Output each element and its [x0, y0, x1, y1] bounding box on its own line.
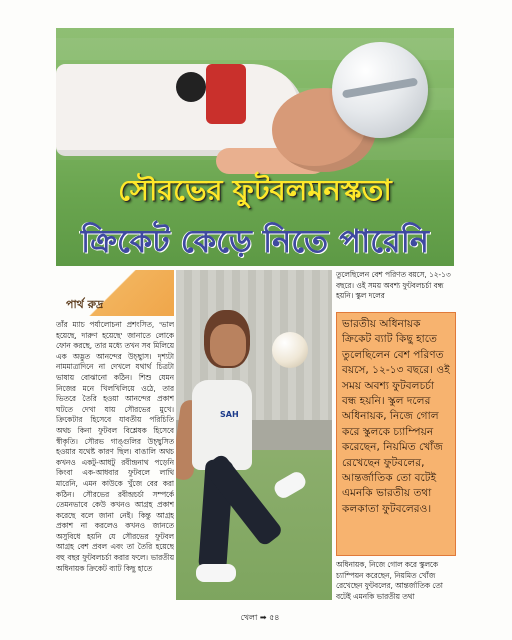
player-photo — [176, 270, 332, 600]
body-column-right-top: তুলেছিলেন বেশ পরিণত বয়সে, ১২-১৩ বছরে। ওই সময় অবশ্য ফুটবলচর্চা বন্ধ হয়নি। স্কুল দলের — [336, 270, 451, 301]
page-folio: খেলা ➡ ৫৪ — [240, 613, 280, 622]
pull-quote-text: ভারতীয় অধিনায়ক ক্রিকেট ব্যাট কিছু হাতে তুলেছিলেন বেশ পরিণত বয়সে, ১২-১৩ বছরে। ওই সময় অবশ্য ফুটবলচর্চা বন্ধ হয়নি। স্কুল দলের অধিনায়ক, নিজে গোল করে স্কুলকে চ্যাম্পিয়ন করেছেন, নিয়মিত খোঁজ রেখেছেন ফুটবলের, আন্তর্জাতিক তো বটেই এমনকি ভারতীয় তথা কলকাতা ফুটবলেরও। — [342, 318, 450, 515]
ball-seam — [342, 77, 418, 98]
headline-line1: সৌরভের ফুটবলমনস্কতা — [118, 173, 392, 207]
shirt-logo — [176, 72, 206, 102]
body-column-right-bottom: অধিনায়ক, নিজে গোল করে স্কুলকে চ্যাম্পিয়ন করেছেন, নিয়মিত খোঁজ রেখেছেন ফুটবলের, আন্তর্জাতিক তো বটেই এমনকি ভারতীয় তথা — [336, 560, 443, 601]
author-name: পার্থ রুদ্র — [66, 298, 104, 311]
player-shoe — [272, 469, 309, 501]
football — [332, 42, 428, 138]
pull-quote-box — [336, 312, 456, 556]
headline-line2: ক্রিকেট কেড়ে নিতে পারেনি — [81, 222, 429, 260]
shirt-red-trim — [206, 64, 246, 124]
shirt-sponsor-text: SAH — [220, 410, 239, 419]
body-column-left: তাঁর ম্যাচ পর্যালোচনা প্রশংসিত, 'ভাল হয়েছে, দারুণ হয়েছে' জানাতে লোকে ফোন করছে, তার মধ্যে তখন সব মিলিয়ে এক অদ্ভুত আনন্দের উচ্ছ্বাস। দৃশ্যটা নামমাত্রাদিনে না দেখলে যথার্থ চিত্রটা ভাষায় বোঝানো কঠিন। শিশু যেমন নিজের মনে খিলখিলিয়ে ওঠে, তার ভিতরে তৈরি হওয়া আনন্দের প্রকাশ ঘটতে দেখা যায় সৌরভের মুখে। ক্রিকেটার হিসেবে যাবতীয় পরিচিতি অথচ কিনা ফুটবল বিশ্লেষক হিসেবে স্বীকৃতি। সৌরভ গাঙ্গুলির উচ্ছ্বসিত হওয়ার যথেষ্ট কারণ ছিল। বাঙালি অথচ কখনও একটু-আধটু রবীন্দ্রনাথ পড়েনি কিংবা এক-আধবার ফুটবলে লাথি মারেনি, এমন কাউকে খুঁজে বের করা কঠিন। সৌরভের রবীন্দ্রচর্চা সম্পর্কে তেমনভাবে কেউ কখনও আগ্রহ প্রকাশ করেছে বলে জানা নেই। কিন্তু আগ্রহ প্রকাশ না করলেও কখনও জানতে অসুবিধে হয়নি যে সৌরভের ফুটবল আগ্রহ বেশ প্রবল এবং তা তৈরি হয়েছে বহু বছর ফুটবলচর্চা করার ফলে। ভারতীয় অধিনায়ক ক্রিকেট ব্যাট কিছু হাতে — [56, 320, 174, 573]
player-shoe — [196, 564, 236, 582]
player-face — [210, 324, 246, 366]
football — [272, 332, 308, 368]
